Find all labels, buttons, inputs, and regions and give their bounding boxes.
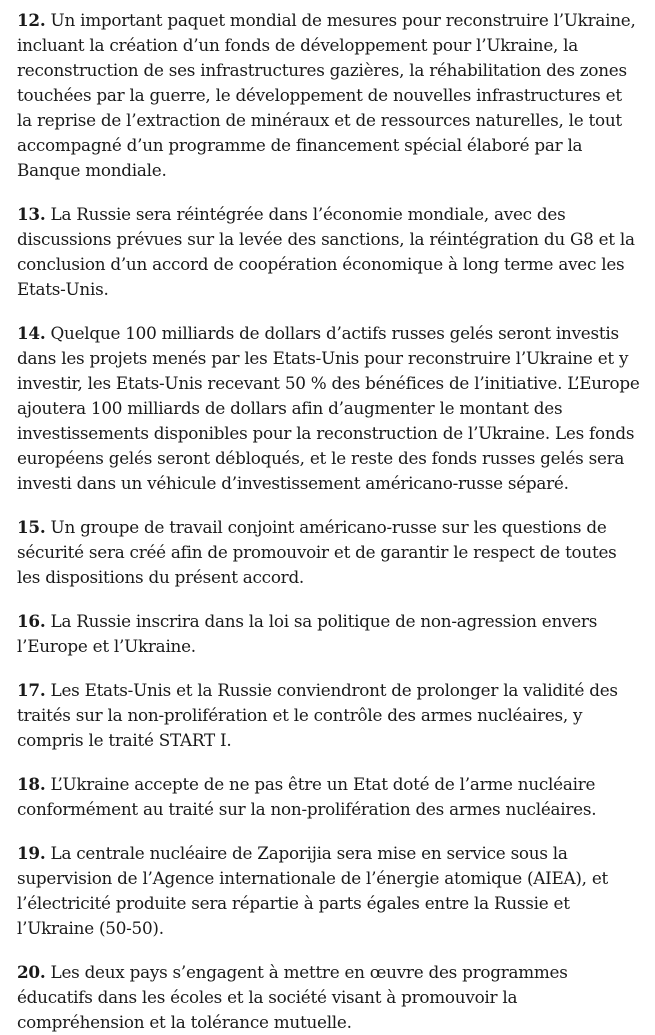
point-number: 18. (17, 774, 46, 794)
point-number: 17. (17, 680, 46, 700)
point-text: Quelque 100 milliards de dollars d’actifs russes gelés seront investis dans les projets menés par les Etats-Unis pour reconstruire l’Ukraine et y investir, les Etats-Unis recevant 50 % des bénéfices de l’initiative. L’Europe ajoutera 100 milliards de dollars afin d’augmenter le montant des investissements disponibles pour la reconstruction de l’Ukraine. Les fonds européens gelés seront débloqués, et le reste des fonds russes gelés sera investi dans un véhicule d’investissement américano-russe séparé. (17, 323, 640, 493)
point-text: La centrale nucléaire de Zaporijia sera mise en service sous la supervision de l’Agence internationale de l’énergie atomique (AIEA), et l’électricité produite sera répartie à parts égales entre la Russie et l’Ukraine (50-50). (17, 843, 609, 938)
point-text: L’Ukraine accepte de ne pas être un Etat doté de l’arme nucléaire conformément au traité sur la non-prolifération des armes nucléaires. (17, 774, 597, 819)
point-text: La Russie inscrira dans la loi sa politique de non-agression envers l’Europe et l’Ukraine. (17, 611, 598, 656)
point-text: La Russie sera réintégrée dans l’économie mondiale, avec des discussions prévues sur la levée des sanctions, la réintégration du G8 et la conclusion d’un accord de coopération économique à long terme avec les Etats-Unis. (17, 204, 635, 299)
point-number: 16. (17, 611, 46, 631)
point-number: 13. (17, 204, 46, 224)
point-number: 19. (17, 843, 46, 863)
point-17 (17, 678, 641, 753)
point-18 (17, 772, 641, 822)
point-text: Les deux pays s’engagent à mettre en œuvre des programmes éducatifs dans les écoles et la société visant à promouvoir la compréhension et la tolérance mutuelle. (17, 962, 568, 1032)
point-13 (17, 202, 641, 302)
point-14 (17, 321, 641, 496)
point-number: 12. (17, 10, 46, 30)
point-19 (17, 841, 641, 941)
point-number: 20. (17, 962, 46, 982)
point-text: Un important paquet mondial de mesures pour reconstruire l’Ukraine, incluant la création d’un fonds de développement pour l’Ukraine, la reconstruction de ses infrastructures gazières, la réhabilitation des zones touchées par la guerre, le développement de nouvelles infrastructures et la reprise de l’extraction de minéraux et de ressources naturelles, le tout accompagné d’un programme de financement spécial élaboré par la Banque mondiale. (17, 10, 636, 180)
point-16 (17, 609, 641, 659)
point-text: Un groupe de travail conjoint américano-russe sur les questions de sécurité sera créé afin de promouvoir et de garantir le respect de toutes les dispositions du présent accord. (17, 517, 617, 587)
point-15 (17, 515, 641, 590)
point-12 (17, 8, 641, 183)
point-number: 14. (17, 323, 46, 343)
point-20 (17, 960, 641, 1035)
point-number: 15. (17, 517, 46, 537)
point-text: Les Etats-Unis et la Russie conviendront de prolonger la validité des traités sur la non-prolifération et le contrôle des armes nucléaires, y compris le traité START I. (17, 680, 618, 750)
